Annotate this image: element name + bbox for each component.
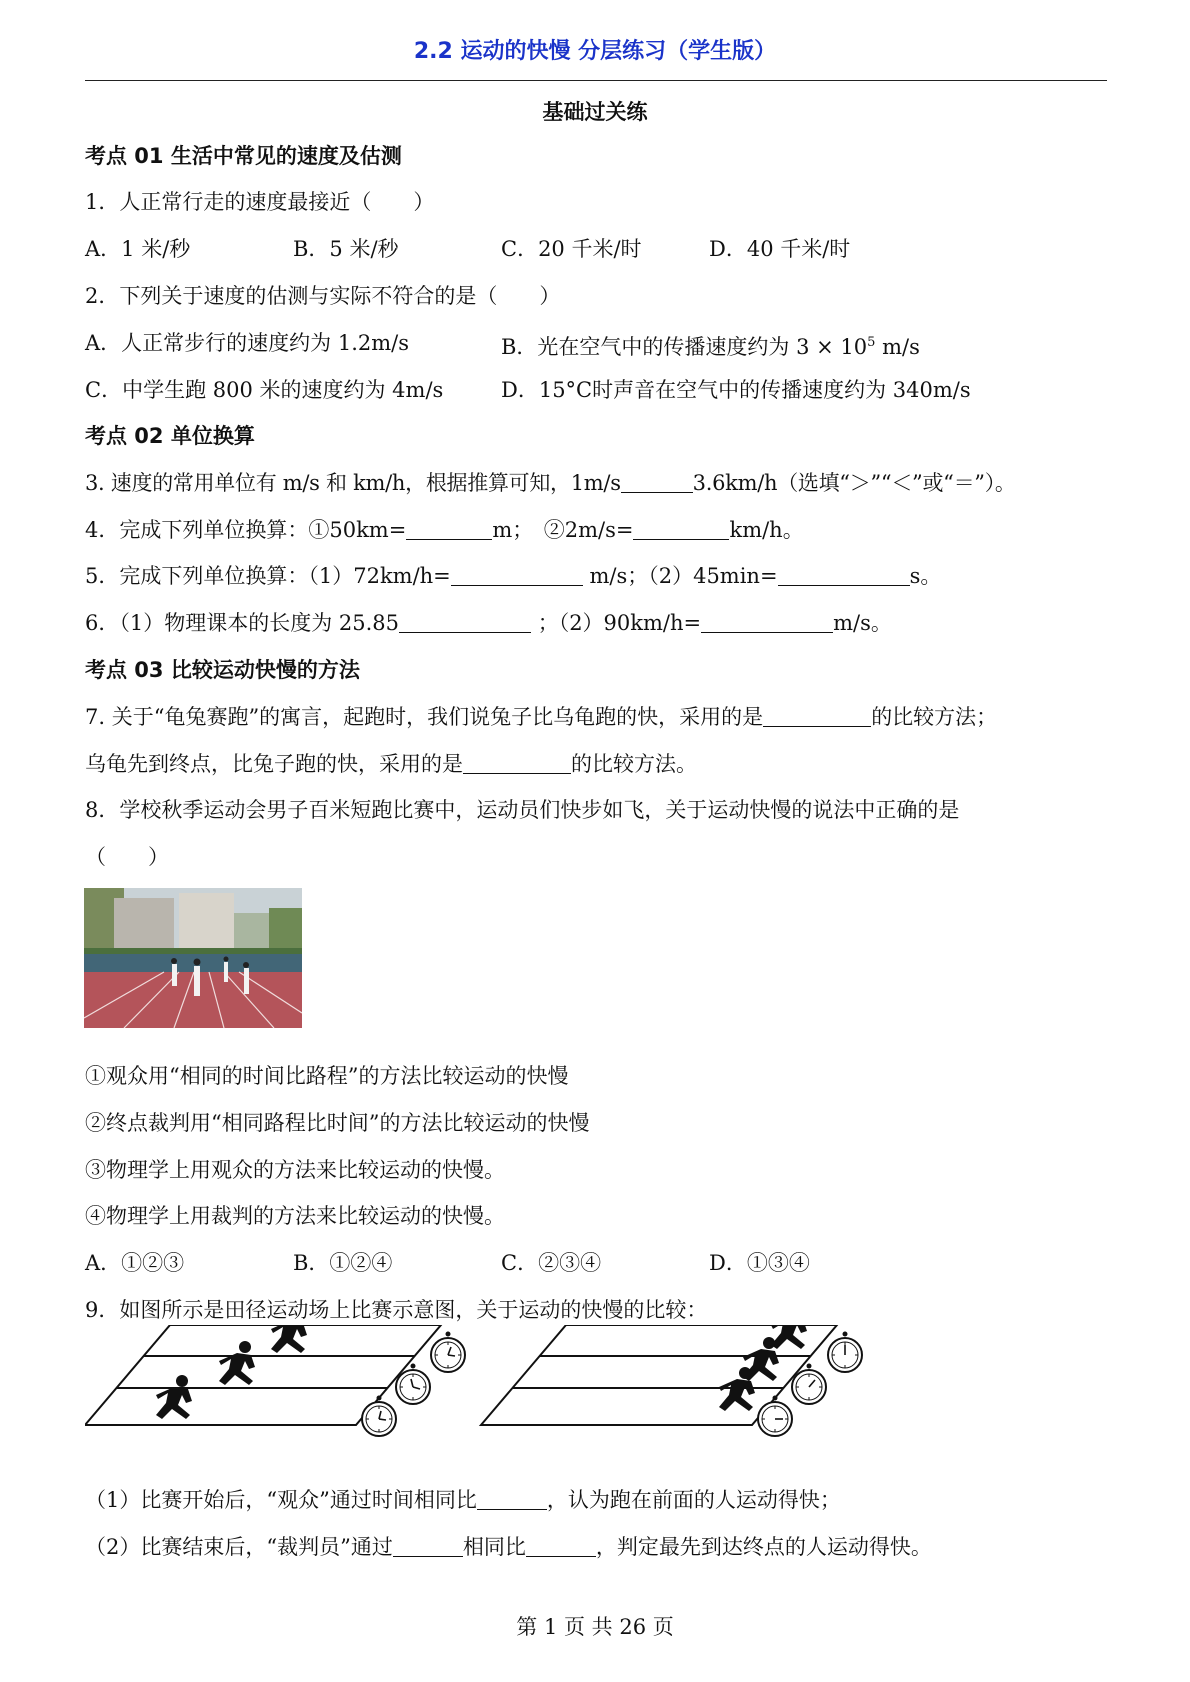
q2-option-a: A．人正常步行的速度约为 1.2m/s [85,331,410,355]
page-number: 第 1 页 共 26 页 [516,1615,674,1639]
q2-option-c: C．中学生跑 800 米的速度约为 4m/s [85,378,444,402]
q2-option-d: D．15°C时声音在空气中的传播速度约为 340m/s [501,378,971,402]
q1-option-d: D．40 千米/时 [709,237,851,261]
question-8-stem: 8．学校秋季运动会男子百米短跑比赛中，运动员们快步如飞，关于运动快慢的说法中正确的是 [85,798,960,822]
q8-statement-1: ①观众用“相同的时间比路程”的方法比较运动的快慢 [85,1064,569,1088]
q1-option-a: A．1 米/秒 [85,237,191,261]
answer-blank[interactable] [393,1536,463,1557]
question-3: 3. 速度的常用单位有 m/s 和 km/h，根据推算可知，1m/s 3.6km/h（选填“＞”“＜”或“＝”）。 [85,471,1016,495]
question-8-paren: （ ） [85,845,169,869]
answer-blank[interactable] [778,565,910,586]
question-6: 6．（1）物理课本的长度为 25.85 ；（2）90km/h= m/s。 [85,611,892,635]
answer-blank[interactable] [701,612,833,633]
topic-1-heading: 考点 01 生活中常见的速度及估测 [85,144,402,168]
question-4: 4．完成下列单位换算：①50km= m； ②2m/s= km/h。 [85,518,804,542]
topic-2-heading: 考点 02 单位换算 [85,424,255,448]
track-race-diagram [85,1325,885,1479]
section-heading: 基础过关练 [542,100,648,124]
question-5: 5．完成下列单位换算：（1）72km/h= m/s；（2）45min= s。 [85,564,942,588]
q8-statement-4: ④物理学上用裁判的方法来比较运动的快慢。 [85,1204,505,1228]
sprint-race-photo [84,888,302,1028]
question-7-line-1: 7. 关于“龟兔赛跑”的寓言，起跑时，我们说兔子比乌龟跑的快，采用的是 的比较方法； [85,705,998,729]
q1-option-b: B．5 米/秒 [293,237,399,261]
question-2-stem: 2．下列关于速度的估测与实际不符合的是（ ） [85,284,561,308]
q1-option-c: C．20 千米/时 [501,237,642,261]
answer-blank[interactable] [463,753,571,774]
topic-3-heading: 考点 03 比较运动快慢的方法 [85,658,360,682]
q8-option-d: D．①③④ [709,1251,810,1275]
question-7-line-2: 乌龟先到终点，比兔子跑的快，采用的是 的比较方法。 [85,752,697,776]
page-title: 2.2 运动的快慢 分层练习（学生版） [413,39,777,64]
q8-statement-2: ②终点裁判用“相同路程比时间”的方法比较运动的快慢 [85,1111,590,1135]
q9-part-2: （2）比赛结束后，“裁判员”通过 相同比 ，判定最先到达终点的人运动得快。 [85,1535,932,1559]
answer-blank[interactable] [621,472,693,493]
question-1-stem: 1．人正常行走的速度最接近（ ） [85,190,435,214]
header-rule [85,80,1107,81]
q9-part-1: （1）比赛开始后，“观众”通过时间相同比 ，认为跑在前面的人运动得快； [85,1488,841,1512]
answer-blank[interactable] [451,565,583,586]
q8-option-b: B．①②④ [293,1251,393,1275]
question-9-stem: 9．如图所示是田径运动场上比赛示意图，关于运动的快慢的比较： [85,1298,708,1322]
answer-blank[interactable] [763,706,871,727]
q8-option-c: C．②③④ [501,1251,602,1275]
answer-blank[interactable] [633,519,729,540]
answer-blank[interactable] [477,1489,547,1510]
q8-statement-3: ③物理学上用观众的方法来比较运动的快慢。 [85,1158,505,1182]
answer-blank[interactable] [526,1536,596,1557]
q8-option-a: A．①②③ [85,1251,185,1275]
answer-blank[interactable] [406,519,492,540]
q2-option-b: B．光在空气中的传播速度约为 $3 \times 10^5$ m/s [501,335,920,359]
answer-blank[interactable] [399,612,531,633]
